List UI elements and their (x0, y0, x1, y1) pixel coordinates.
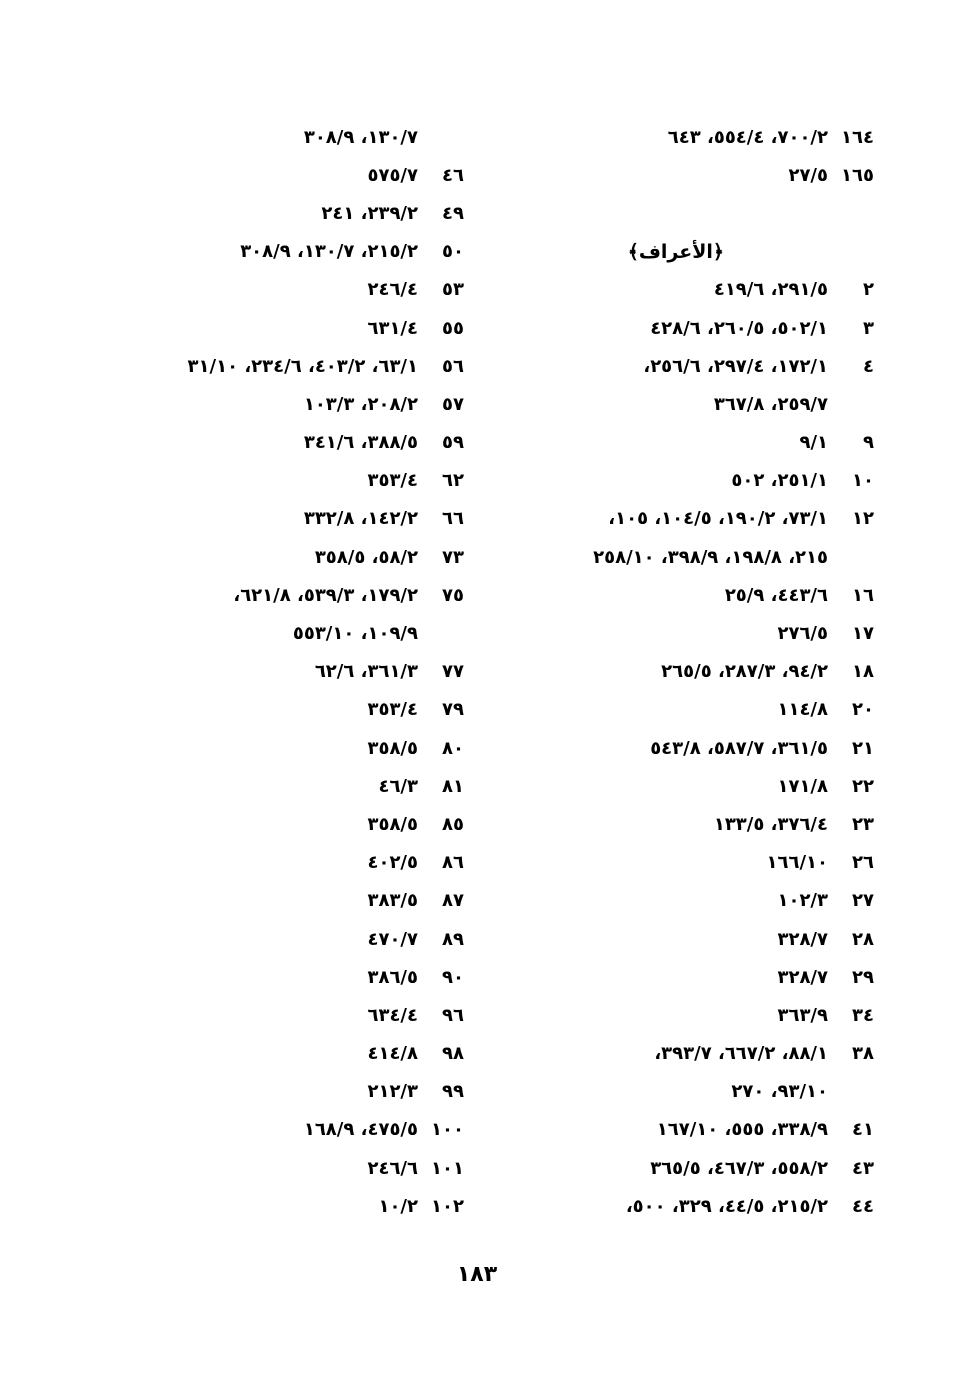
verse-number: ٨٦ (442, 852, 464, 874)
verse-number: ٢٨ (852, 928, 874, 950)
index-row (514, 1149, 874, 1187)
index-row (104, 882, 464, 920)
index-row (514, 882, 874, 920)
verse-number: ٥٧ (442, 393, 464, 415)
index-row (104, 844, 464, 882)
index-row (104, 156, 464, 194)
index-row (514, 767, 874, 805)
verse-number: ٨٩ (442, 928, 464, 950)
volume-page-refs: ٢١٥/٢، ١٣٠/٧، ٣٠٨/٩ (240, 241, 418, 263)
volume-page-refs: ٣٨٨/٥، ٣٤١/٦ (303, 432, 418, 454)
verse-number: ٢٠ (852, 699, 874, 721)
volume-page-refs: ٢٩١/٥، ٤١٩/٦ (713, 279, 828, 301)
volume-page-refs: ١١٤/٨ (777, 699, 828, 721)
volume-page-refs: ٣٣٨/٩، ٥٥٥، ١٦٧/١٠ (656, 1119, 828, 1141)
verse-number: ٩٨ (442, 1043, 464, 1065)
volume-page-refs: ٢٠٨/٢، ١٠٣/٣ (303, 393, 418, 415)
verse-number: ١٠٠ (431, 1119, 464, 1141)
index-row (104, 385, 464, 423)
index-row (514, 958, 874, 996)
index-row (104, 958, 464, 996)
verse-number: ٨١ (442, 775, 464, 797)
index-row (104, 805, 464, 843)
verse-number: ١٧ (852, 623, 874, 645)
index-row (104, 233, 464, 271)
index-row (514, 996, 874, 1034)
verse-number: ٩ (863, 432, 874, 454)
surah-heading: ﴿الأعراف﴾ (627, 240, 724, 263)
volume-page-refs: ٣٦١/٣، ٦٢/٦ (314, 661, 418, 683)
index-row (104, 118, 464, 156)
verse-number: ٢٩ (852, 966, 874, 988)
index-row (104, 1035, 464, 1073)
volume-page-refs: ٥٠٢/١، ٢٦٠/٥، ٤٢٨/٦ (650, 317, 828, 339)
verse-number: ٨٠ (442, 737, 464, 759)
volume-page-refs: ٢١٢/٣ (367, 1081, 418, 1103)
verse-number: ١٦ (852, 584, 874, 606)
verse-number: ٥٣ (442, 279, 464, 301)
verse-number: ٥٥ (442, 317, 464, 339)
verse-number: ١٢ (852, 508, 874, 530)
index-row (104, 653, 464, 691)
verse-number: ٢١ (852, 737, 874, 759)
volume-page-refs: ٢٤٦/٦ (367, 1157, 418, 1179)
index-row (514, 614, 874, 652)
verse-number: ١٨ (852, 661, 874, 683)
verse-number: ٦٢ (442, 470, 464, 492)
verse-number: ٥٦ (442, 355, 464, 377)
volume-page-refs: ٨٨/١، ٦٦٧/٢، ٣٩٣/٧، (654, 1043, 828, 1065)
volume-page-refs: ٢٣٩/٢، ٢٤١ (321, 202, 418, 224)
index-row (514, 156, 874, 194)
index-row (104, 194, 464, 232)
volume-page-refs: ٢١٥، ١٩٨/٨، ٣٩٨/٩، ٢٥٨/١٠ (593, 546, 828, 568)
volume-page-refs: ٣٨٦/٥ (367, 966, 418, 988)
volume-page-refs: ٢٧٦/٥ (777, 623, 828, 645)
verse-number: ٤٤ (852, 1195, 874, 1217)
volume-page-refs: ٤٧٠/٧ (367, 928, 418, 950)
volume-page-refs: ٢٧/٥ (788, 164, 828, 186)
verse-number: ٤٣ (852, 1157, 874, 1179)
volume-page-refs: ٤٠٢/٥ (367, 852, 418, 874)
verse-number: ٦٦ (442, 508, 464, 530)
index-row (514, 1187, 874, 1225)
index-row (514, 920, 874, 958)
volume-page-refs: ١٠٩/٩، ٥٥٣/١٠ (292, 623, 418, 645)
volume-page-refs: ٢٤٦/٤ (367, 279, 418, 301)
right-rows (514, 271, 874, 1226)
verse-number: ١٠٢ (431, 1195, 464, 1217)
verse-number: ٢٢ (852, 775, 874, 797)
volume-page-refs: ٥٥٨/٢، ٤٦٧/٣، ٣٦٥/٥ (650, 1157, 828, 1179)
index-row (104, 424, 464, 462)
verse-number: ٢٧ (852, 890, 874, 912)
verse-number: ١٠ (852, 470, 874, 492)
index-row (514, 462, 874, 500)
volume-page-refs: ١٤٢/٢، ٣٣٢/٨ (303, 508, 418, 530)
verse-number: ٢٣ (852, 813, 874, 835)
volume-page-refs: ٤١٤/٨ (367, 1043, 418, 1065)
index-row (104, 1187, 464, 1225)
verse-number: ٧٩ (442, 699, 464, 721)
verse-number: ٤٦ (442, 164, 464, 186)
volume-page-refs: ٤٤٣/٦، ٢٥/٩ (724, 584, 828, 606)
index-row (514, 424, 874, 462)
volume-page-refs: ٣٥٨/٥ (367, 737, 418, 759)
volume-page-refs: ٢٥٩/٧، ٣٦٧/٨ (713, 393, 828, 415)
index-row (104, 614, 464, 652)
spacer (514, 194, 874, 232)
volume-page-refs: ٩٣/١٠، ٢٧٠ (731, 1081, 828, 1103)
index-row (514, 538, 874, 576)
verse-number: ٨٥ (442, 813, 464, 835)
volume-page-refs: ٦٣/١، ٤٠٣/٢، ٢٣٤/٦، ٣١/١٠ (187, 355, 418, 377)
index-row (514, 385, 874, 423)
index-row (104, 729, 464, 767)
volume-page-refs: ١٣٠/٧، ٣٠٨/٩ (303, 126, 418, 148)
index-row (104, 309, 464, 347)
volume-page-refs: ٤٧٥/٥، ١٦٨/٩ (303, 1119, 418, 1141)
verse-number: ٣ (863, 317, 874, 339)
left-column (104, 118, 464, 1225)
verse-number: ٤ (863, 355, 874, 377)
verse-number: ١٠١ (431, 1157, 464, 1179)
index-row (514, 1111, 874, 1149)
verse-number: ١٦٥ (841, 164, 874, 186)
volume-page-refs: ٣٨٣/٥ (367, 890, 418, 912)
index-row (514, 347, 874, 385)
index-row (104, 767, 464, 805)
verse-number: ٩٠ (442, 966, 464, 988)
index-row (104, 1073, 464, 1111)
index-row (104, 576, 464, 614)
index-row (104, 271, 464, 309)
volume-page-refs: ٥٨/٢، ٣٥٨/٥ (314, 546, 418, 568)
index-row (104, 691, 464, 729)
index-row (514, 729, 874, 767)
index-row (104, 920, 464, 958)
volume-page-refs: ١٠/٢ (378, 1195, 418, 1217)
volume-page-refs: ٦٣١/٤ (367, 317, 418, 339)
volume-page-refs: ١٦٦/١٠ (766, 852, 828, 874)
volume-page-refs: ١٠٢/٣ (777, 890, 828, 912)
verse-number: ٧٧ (442, 661, 464, 683)
index-row (104, 1149, 464, 1187)
volume-page-refs: ١٧٢/١، ٢٩٧/٤، ٢٥٦/٦، (643, 355, 828, 377)
volume-page-refs: ٩/١ (799, 432, 828, 454)
volume-page-refs: ٩٤/٢، ٢٨٧/٣، ٢٦٥/٥ (661, 661, 828, 683)
verse-number: ٣٤ (852, 1004, 874, 1026)
index-row (514, 118, 874, 156)
verse-number: ٢٦ (852, 852, 874, 874)
index-row (514, 653, 874, 691)
volume-page-refs: ٦٣٤/٤ (367, 1004, 418, 1026)
index-row (514, 691, 874, 729)
left-rows (104, 118, 464, 1225)
verse-number: ٥٠ (442, 241, 464, 263)
verse-number: ٩٩ (442, 1081, 464, 1103)
volume-page-refs: ٣٢٨/٧ (777, 928, 828, 950)
right-column (514, 118, 874, 1225)
verse-number: ٨٧ (442, 890, 464, 912)
volume-page-refs: ١٧٩/٢، ٥٣٩/٣، ٦٢١/٨، (233, 584, 418, 606)
verse-number: ٧٣ (442, 546, 464, 568)
volume-page-refs: ٣٦١/٥، ٥٨٧/٧، ٥٤٣/٨ (650, 737, 828, 759)
volume-page-refs: ١٧١/٨ (777, 775, 828, 797)
index-row (104, 538, 464, 576)
index-row (104, 347, 464, 385)
volume-page-refs: ٣٢٨/٧ (777, 966, 828, 988)
index-row (514, 500, 874, 538)
index-row (104, 462, 464, 500)
index-row (514, 1035, 874, 1073)
index-row (514, 271, 874, 309)
index-row (514, 1073, 874, 1111)
index-row (514, 309, 874, 347)
volume-page-refs: ٣٦٣/٩ (777, 1004, 828, 1026)
volume-page-refs: ٥٧٥/٧ (367, 164, 418, 186)
volume-page-refs: ٢١٥/٢، ٤٤/٥، ٣٢٩، ٥٠٠، (625, 1195, 828, 1217)
page-number: ١٨٣ (456, 1262, 498, 1287)
verse-number: ٣٨ (852, 1043, 874, 1065)
volume-page-refs: ٤٦/٣ (378, 775, 418, 797)
index-row (104, 1111, 464, 1149)
verse-number: ٧٥ (442, 584, 464, 606)
index-row (104, 500, 464, 538)
verse-number: ٤١ (852, 1119, 874, 1141)
verse-number: ٥٩ (442, 432, 464, 454)
volume-page-refs: ٣٥٣/٤ (367, 699, 418, 721)
verse-number: ٩٦ (442, 1004, 464, 1026)
index-row (514, 576, 874, 614)
volume-page-refs: ٣٥٣/٤ (367, 470, 418, 492)
verse-number: ١٦٤ (841, 126, 874, 148)
verse-number: ٢ (863, 279, 874, 301)
index-row (104, 996, 464, 1034)
index-row (514, 805, 874, 843)
volume-page-refs: ٧٠٠/٢، ٥٥٤/٤، ٦٤٣ (667, 126, 828, 148)
volume-page-refs: ٢٥١/١، ٥٠٢ (731, 470, 828, 492)
index-row (514, 844, 874, 882)
volume-page-refs: ٣٥٨/٥ (367, 813, 418, 835)
verse-number: ٤٩ (442, 202, 464, 224)
volume-page-refs: ٣٧٦/٤، ١٣٣/٥ (713, 813, 828, 835)
volume-page-refs: ٧٣/١، ١٩٠/٢، ١٠٤/٥، ١٠٥، (608, 508, 828, 530)
